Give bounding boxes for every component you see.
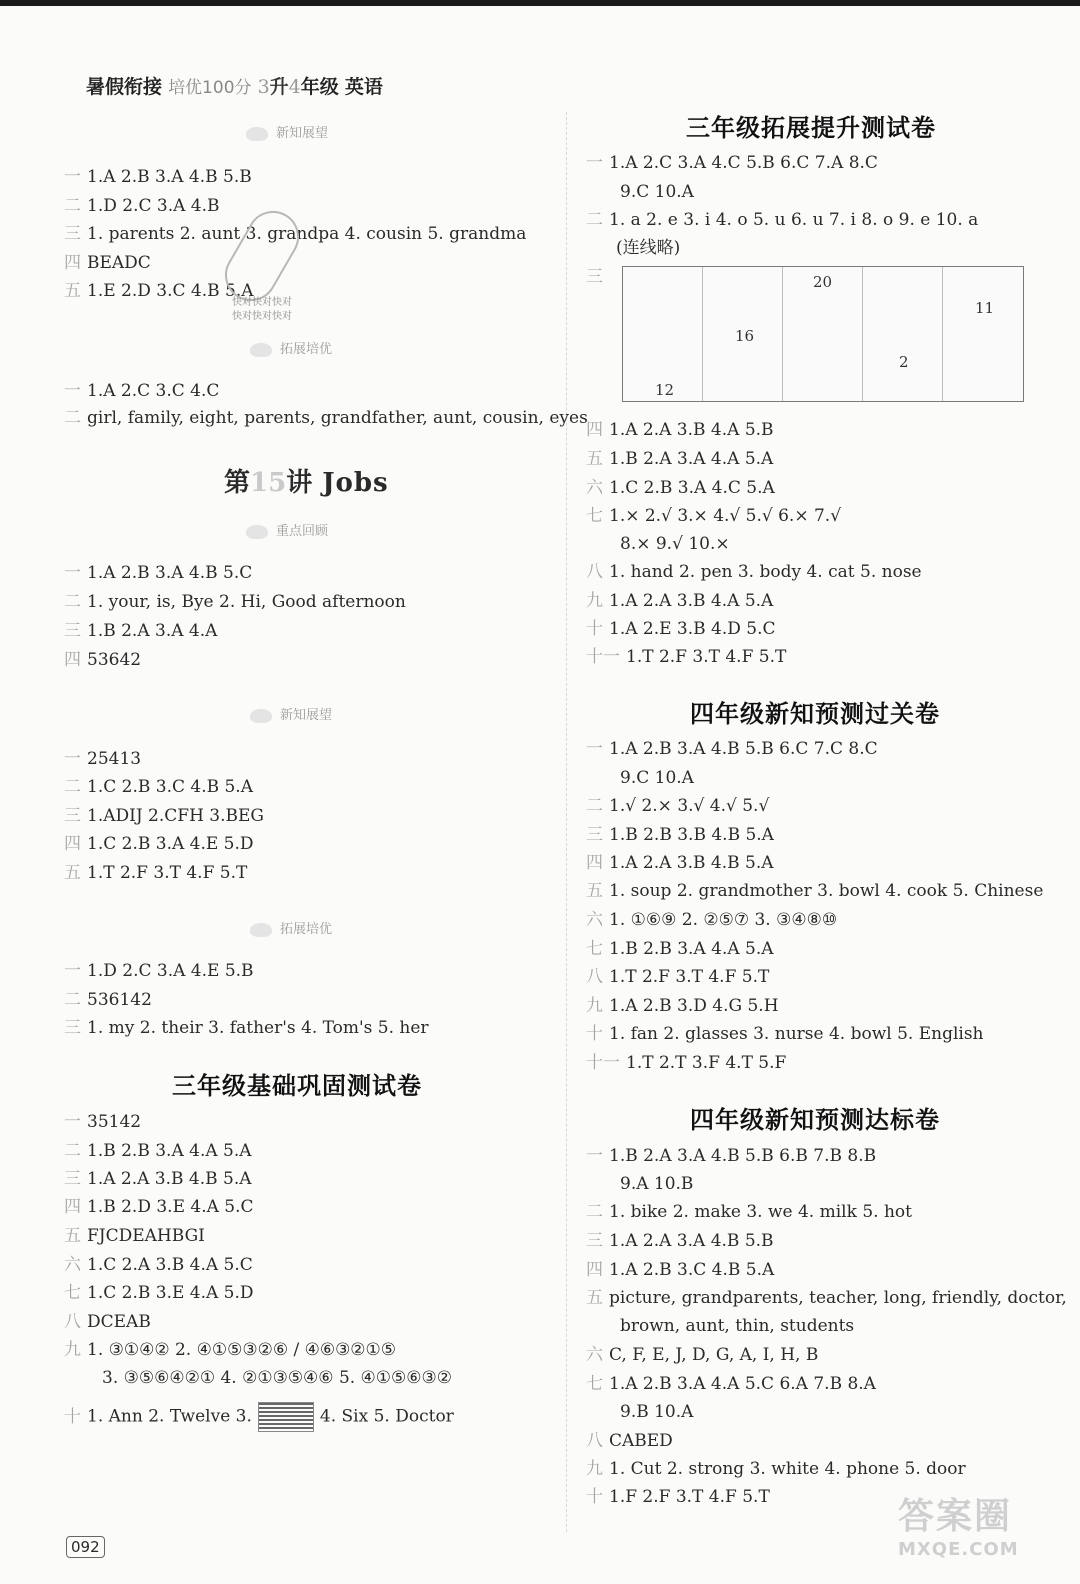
answer-line: 九 1.A 2.B 3.D 4.G 5.H: [586, 996, 779, 1016]
answer-line: 十 1. fan 2. glasses 3. nurse 4. bowl 5. English: [586, 1024, 984, 1044]
answer-line: 四 BEADC: [64, 253, 151, 273]
answer-line: 八 1.T 2.F 3.T 4.F 5.T: [586, 967, 770, 987]
answer-line: 五 FJCDEAHBGI: [64, 1226, 205, 1246]
answer-line: 一 35142: [64, 1112, 142, 1132]
answer-line: 8.× 9.√ 10.×: [620, 534, 730, 554]
answer-line: 五 1.T 2.F 3.T 4.F 5.T: [64, 863, 248, 883]
answer-line: 3. ③⑤⑥④②① 4. ②①③⑤④⑥ 5. ④①⑤⑥③②: [102, 1368, 453, 1388]
answer-line: 三 1. my 2. their 3. father's 4. Tom's 5. her: [64, 1018, 429, 1038]
answer-line: 二 1. bike 2. make 3. we 4. milk 5. hot: [586, 1202, 912, 1222]
grid-number: 11: [975, 299, 995, 317]
test-title: 三年级拓展提升测试卷: [686, 113, 936, 142]
answer-line: 一 1.A 2.B 3.A 4.B 5.B: [64, 167, 252, 187]
decor-icon: [250, 343, 272, 357]
grid-line: [942, 267, 943, 401]
answer-line: 四 1.B 2.D 3.E 4.A 5.C: [64, 1197, 254, 1217]
answer-line: 一 1.A 2.C 3.A 4.C 5.B 6.C 7.A 8.C: [586, 153, 878, 173]
sub-heading: 重点回顾: [246, 520, 328, 539]
answer-line: 二 1.√ 2.× 3.√ 4.√ 5.√: [586, 796, 770, 816]
answer-line: 二 536142: [64, 990, 152, 1010]
grid-number: 20: [813, 273, 833, 291]
answer-line: 五 1.B 2.A 3.A 4.A 5.A: [586, 449, 774, 469]
answer-line: 二 girl, family, eight, parents, grandfather, aunt, cousin, eyes: [64, 408, 588, 428]
answer-line: 二 1.D 2.C 3.A 4.B: [64, 196, 220, 216]
answer-line: 二 1. your, is, Bye 2. Hi, Good afternoon: [64, 592, 406, 612]
stamp-caption: 快对快对快对 快对快对快对: [232, 297, 292, 322]
lecture-title: 第15讲 Jobs: [224, 468, 389, 498]
grid-number: 2: [899, 353, 909, 371]
answer-line: 十 1.A 2.E 3.B 4.D 5.C: [586, 619, 776, 639]
answer-line: 九 1.A 2.A 3.B 4.A 5.A: [586, 591, 774, 611]
answer-line: 四 1.A 2.A 3.B 4.A 5.B: [586, 420, 774, 440]
answer-line: 9.A 10.B: [620, 1174, 694, 1194]
answer-line: 五 1.E 2.D 3.C 4.B 5.A: [64, 281, 254, 301]
answer-line: 9.C 10.A: [620, 182, 694, 202]
answer-line: 一 1.B 2.A 3.A 4.B 5.B 6.B 7.B 8.B: [586, 1146, 877, 1166]
answer-line: 三 1.ADIJ 2.CFH 3.BEG: [64, 806, 265, 826]
answer-line: 三 1.A 2.A 3.B 4.B 5.A: [64, 1169, 252, 1189]
answer-line: 二 1.C 2.B 3.C 4.B 5.A: [64, 777, 253, 797]
series-subtitle: 培优100分: [168, 78, 252, 98]
series-name: 暑假衔接: [86, 76, 163, 98]
answer-line: 三 1.B 2.B 3.B 4.B 5.A: [586, 825, 774, 845]
answer-line: 四 1.A 2.A 3.B 4.B 5.A: [586, 853, 774, 873]
answer-line: 五 picture, grandparents, teacher, long, friendly, doctor,: [586, 1288, 1067, 1308]
watermark-url: MXQE.COM: [898, 1539, 1019, 1560]
answer-line: 十一 1.T 2.F 3.T 4.F 5.T: [586, 647, 787, 667]
answer-line: 二 1. a 2. e 3. i 4. o 5. u 6. u 7. i 8. o 9. e 10. a: [586, 210, 979, 230]
watermark-logo: [898, 1488, 1066, 1566]
answer-line: 六 C, F, E, J, D, G, A, I, H, B: [586, 1345, 819, 1365]
flag-icon: [258, 1402, 314, 1432]
grid-line: [782, 267, 783, 401]
answer-line: 十一 1.T 2.T 3.F 4.T 5.F: [586, 1053, 787, 1073]
answer-line: 二 1.B 2.B 3.A 4.A 5.A: [64, 1141, 252, 1161]
watermark-text: 答案圈: [898, 1496, 1013, 1537]
sub-heading: 新知展望: [250, 704, 332, 723]
grid-line: [862, 267, 863, 401]
sub-heading: 新知展望: [246, 122, 328, 141]
answer-line: 9.B 10.A: [620, 1402, 694, 1422]
answer-line: (连线略): [616, 238, 681, 258]
decor-icon: [250, 923, 272, 937]
test-title: 四年级新知预测达标卷: [690, 1105, 940, 1134]
sub-heading: 拓展培优: [250, 918, 332, 937]
sub-heading: 拓展培优: [250, 338, 332, 357]
answer-line: 八 1. hand 2. pen 3. body 4. cat 5. nose: [586, 562, 922, 582]
answer-line: 九 1. ③①④② 2. ④①⑤③②⑥ / ④⑥③②①⑤: [64, 1340, 397, 1360]
grid-line: [702, 267, 703, 401]
answer-line: 一 1.D 2.C 3.A 4.E 5.B: [64, 961, 254, 981]
top-border: [0, 0, 1080, 6]
answer-line: 四 1.C 2.B 3.A 4.E 5.D: [64, 834, 254, 854]
answer-line: 四 1.A 2.B 3.C 4.B 5.A: [586, 1260, 775, 1280]
answer-line: 六 1.C 2.B 3.A 4.C 5.A: [586, 478, 775, 498]
answer-line: 一 1.A 2.B 3.A 4.B 5.C: [64, 563, 253, 583]
answer-line: 十 1.F 2.F 3.T 4.F 5.T: [586, 1487, 770, 1507]
test-title: 四年级新知预测过关卷: [690, 699, 940, 728]
grid-number: 12: [655, 381, 675, 399]
answer-line: 五 1. soup 2. grandmother 3. bowl 4. cook 5. Chinese: [586, 881, 1044, 901]
decor-icon: [246, 525, 268, 539]
page-number: 092: [66, 1536, 105, 1558]
answer-line: 9.C 10.A: [620, 768, 694, 788]
test-title: 三年级基础巩固测试卷: [172, 1071, 422, 1100]
answer-line: 九 1. Cut 2. strong 3. white 4. phone 5. door: [586, 1459, 966, 1479]
answer-line: 八 CABED: [586, 1431, 673, 1451]
answer-line: 六 1.C 2.A 3.B 4.A 5.C: [64, 1255, 253, 1275]
answer-line: 七 1.C 2.B 3.E 4.A 5.D: [64, 1283, 254, 1303]
answer-line: 三: [586, 267, 603, 287]
answer-line: 三 1. parents 2. aunt 3. grandpa 4. cousin 5. grandma: [64, 224, 527, 244]
answer-line: 三 1.A 2.A 3.A 4.B 5.B: [586, 1231, 774, 1251]
answer-line: 七 1.A 2.B 3.A 4.A 5.C 6.A 7.B 8.A: [586, 1374, 876, 1394]
answer-line: 四 53642: [64, 650, 142, 670]
answer-line: 六 1. ①⑥⑨ 2. ②⑤⑦ 3. ③④⑧⑩: [586, 910, 838, 930]
grid-number: 16: [735, 327, 755, 345]
decor-icon: [246, 127, 268, 141]
answer-line: 七 1.B 2.B 3.A 4.A 5.A: [586, 939, 774, 959]
answer-line: 八 DCEAB: [64, 1312, 151, 1332]
answer-line: 一 1.A 2.C 3.C 4.C: [64, 381, 220, 401]
grade-label: 年级: [300, 76, 339, 98]
answer-line: 一 25413: [64, 749, 142, 769]
column-divider: [566, 112, 568, 1532]
page-header: [86, 72, 383, 99]
answer-line: 十 1. Ann 2. Twelve 3. 4. Six 5. Doctor: [64, 1402, 454, 1432]
decor-icon: [250, 709, 272, 723]
grade-up: 升: [269, 76, 289, 98]
answer-line: 七 1.× 2.√ 3.× 4.√ 5.√ 6.× 7.√: [586, 506, 842, 526]
answer-line: 三 1.B 2.A 3.A 4.A: [64, 621, 218, 641]
grade-from: 3: [257, 76, 270, 98]
answer-line: 一 1.A 2.B 3.A 4.B 5.B 6.C 7.C 8.C: [586, 739, 878, 759]
answer-grid: [622, 266, 1024, 402]
subject: 英语: [344, 76, 383, 98]
grade-to: 4: [288, 76, 301, 98]
answer-line: brown, aunt, thin, students: [620, 1316, 855, 1336]
